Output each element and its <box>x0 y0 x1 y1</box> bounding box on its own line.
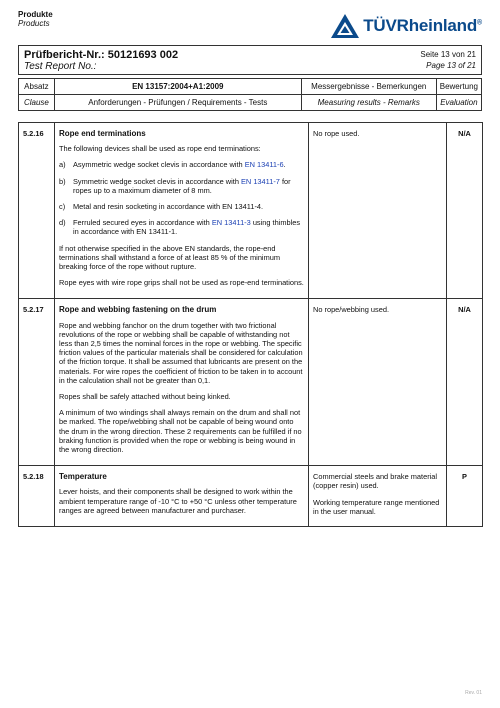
remark-text: No rope used. <box>313 129 360 138</box>
top-bar <box>18 10 482 40</box>
col-messergebnisse: Messergebnisse - Bemerkungen <box>301 79 436 95</box>
requirement-paragraph: Rope eyes with wire rope grips shall not be used as rope-end terminations. <box>59 278 304 288</box>
standard-link[interactable]: EN 13411-6 <box>244 160 284 170</box>
remark-text: Working temperature range mentioned in the user manual. <box>313 497 440 516</box>
remarks-cell <box>309 466 447 527</box>
verdict-badge: N/A <box>447 299 483 466</box>
report-number-en: Test Report No.: <box>24 61 97 72</box>
list-item: c) Metal and resin socketing in accordance with EN 13411-4. <box>59 202 264 212</box>
logo-wordmark: TÜVRheinland® <box>363 16 482 35</box>
column-header-table <box>18 78 482 111</box>
standard-link[interactable]: EN 13411-7 <box>241 176 280 186</box>
tuv-logo <box>330 12 482 40</box>
list-item: a) Asymmetric wedge socket clevis in accordance with EN 13411-6. <box>59 160 286 170</box>
col-absatz: Absatz <box>19 79 55 95</box>
requirement-cell <box>55 123 309 299</box>
standard-link[interactable]: EN 13411-3 <box>211 218 251 228</box>
requirement-heading: Rope and webbing fastening on the drum <box>59 305 217 315</box>
col-bewertung: Bewertung <box>436 79 481 95</box>
revision-note: Rev. 01 <box>465 690 482 696</box>
requirement-cell <box>55 299 309 466</box>
requirement-heading: Temperature <box>59 472 107 482</box>
requirement-paragraph: Rope and webbing fanchor on the drum together with two frictional revolutions of the rope or webbing shall be capable of withstanding not less than 2,5 times the nominal forces in the rope or webbing. The specific friction values of the particular materials shall be considered for calculation of the friction torque. It shall be assumed that lubricants are present on the materials. For wire ropes the coefficient of friction to be taken in to account in the calculation shall not be greater than 0,1. <box>59 320 303 385</box>
report-number-de: Prüfbericht-Nr.: 50121693 002 <box>24 49 179 61</box>
requirement-paragraph: Ropes shall be safely attached without being kinked. <box>59 392 231 402</box>
table-row <box>19 123 483 299</box>
requirement-intro: The following devices shall be used as rope end terminations: <box>59 144 261 154</box>
tuv-triangle-icon <box>330 13 360 39</box>
requirement-paragraph: If not otherwise specified in the above EN standards, the rope-end terminations shall withstand a force of at least 85 % of the minimum breaking force of the rope without rupture. <box>59 243 281 272</box>
remarks-cell <box>309 299 447 466</box>
col-evaluation: Evaluation <box>436 95 481 111</box>
page-number-en: Page 13 of 21 <box>426 61 476 70</box>
verdict-badge: P <box>447 466 483 527</box>
product-label-en: Products <box>18 19 50 28</box>
col-results: Measuring results - Remarks <box>301 95 436 111</box>
requirement-paragraph: A minimum of two windings shall always remain on the drum and shall not be marked. The rope/webbing shall not be capable of being wound onto the drum in the wrong direction. These 2 requirements can be fulfilled if no braking function is provided when the rope or webbing is being wound in the wrong direction. <box>59 408 302 455</box>
table-row <box>19 466 483 527</box>
clause-number: 5.2.17 <box>19 299 55 466</box>
remarks-cell <box>309 123 447 299</box>
clause-number: 5.2.18 <box>19 466 55 527</box>
requirement-heading: Rope end terminations <box>59 129 146 138</box>
clause-number: 5.2.16 <box>19 123 55 299</box>
requirement-cell <box>55 466 309 527</box>
col-requirements: Anforderungen - Prüfungen / Requirements - Tests <box>54 95 301 111</box>
page-number-de: Seite 13 von 21 <box>420 50 476 59</box>
table-row <box>19 299 483 466</box>
col-clause: Clause <box>19 95 55 111</box>
remark-text: No rope/webbing used. <box>313 305 390 315</box>
product-label-de: Produkte <box>18 10 53 19</box>
clause-table <box>18 122 483 527</box>
list-item: b) Symmetric wedge socket clevis in accordance with EN 13411-7 for ropes up to a maximum diameter of 8 mm. <box>59 176 291 195</box>
verdict-badge: N/A <box>447 123 483 299</box>
remark-text: Commercial steels and brake material (copper resin) used. <box>313 472 438 491</box>
col-standard: EN 13157:2004+A1:2009 <box>54 79 301 95</box>
list-item: d) Ferruled secured eyes in accordance with EN 13411-3 using thimbles in accordance with EN 13411-1. <box>59 218 301 237</box>
requirement-paragraph: Lever hoists, and their components shall be designed to work within the ambient temperature range of -10 °C to +50 °C unless other temperature ranges are agreed between manufacturer and purchaser. <box>59 487 297 515</box>
report-header <box>18 45 482 75</box>
